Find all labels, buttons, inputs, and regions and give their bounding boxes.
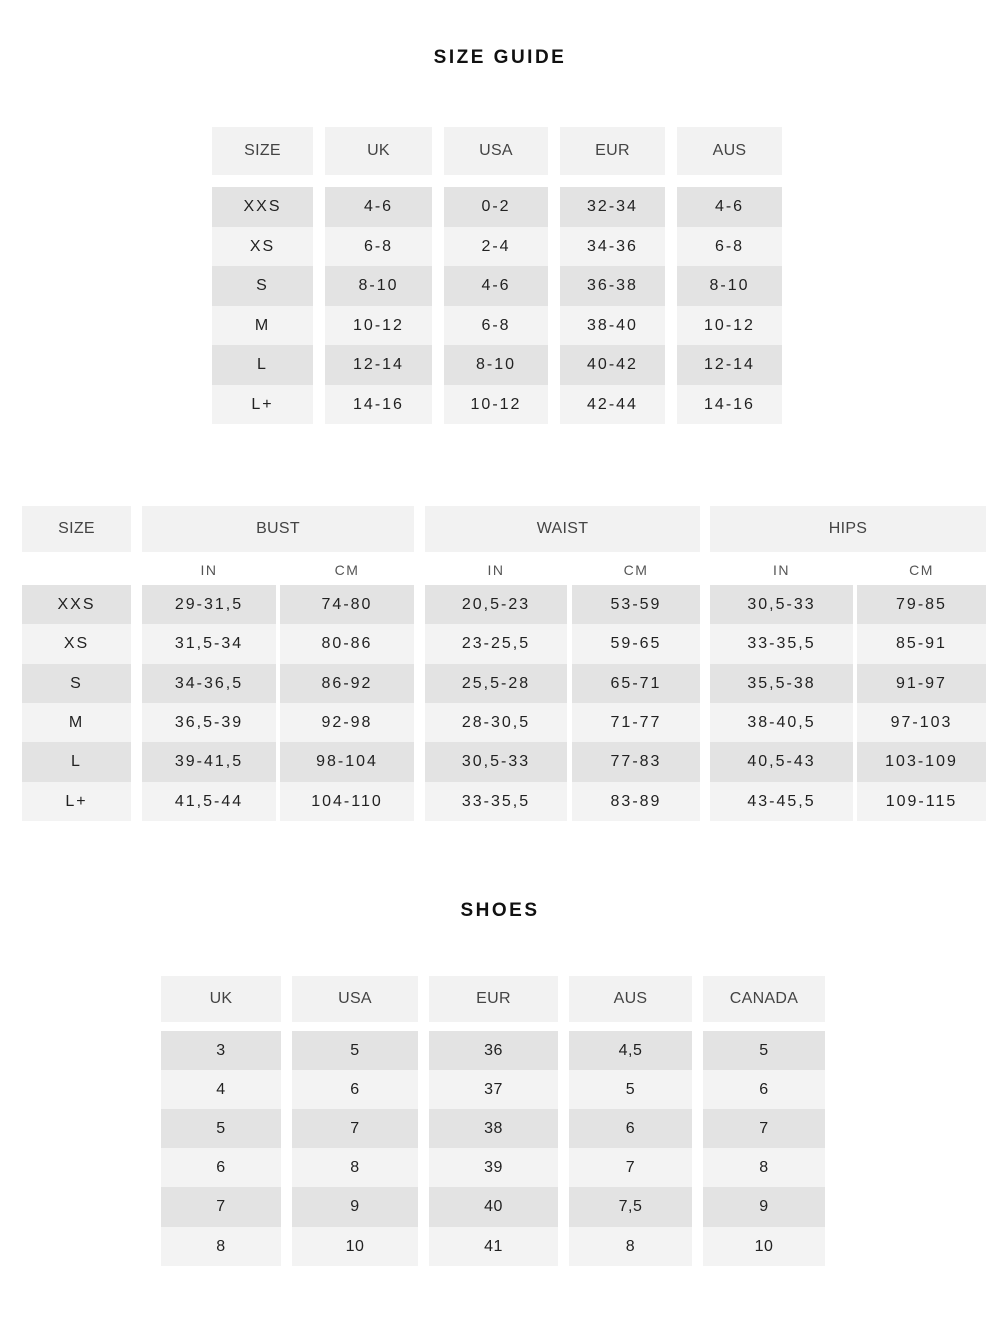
header-eur: EUR — [429, 976, 558, 1022]
measurement-cell: 31,5-34 — [142, 624, 276, 664]
size-cell: XXS — [212, 187, 313, 227]
size-cell: 0-2 — [444, 187, 548, 227]
measurement-cell: 80-86 — [280, 624, 414, 664]
shoe-cell: 7 — [703, 1109, 825, 1148]
measurement-cell: 38-40,5 — [710, 703, 853, 742]
subheader-unit: CM — [623, 562, 649, 578]
measurement-cell: 104-110 — [280, 782, 414, 821]
measurement-cell: XXS — [22, 585, 131, 624]
measurement-cell: 74-80 — [280, 585, 414, 624]
measurement-cell: 29-31,5 — [142, 585, 276, 624]
measurement-cell: L — [22, 742, 131, 782]
measurement-cell: 39-41,5 — [142, 742, 276, 782]
size-guide-title: SIZE GUIDE — [433, 47, 567, 68]
size-cell: 8-10 — [325, 266, 432, 306]
shoe-cell: 4 — [161, 1070, 281, 1109]
shoe-cell: 5 — [703, 1031, 825, 1070]
shoes-title: SHOES — [460, 900, 540, 921]
measurement-cell: 30,5-33 — [710, 585, 853, 624]
measurement-cell: 92-98 — [280, 703, 414, 742]
header-eur: EUR — [560, 127, 665, 175]
measurement-cell: 65-71 — [572, 664, 700, 703]
size-cell: 6-8 — [444, 306, 548, 345]
measurement-cell: 35,5-38 — [710, 664, 853, 703]
size-cell: XS — [212, 227, 313, 266]
measurement-cell: 23-25,5 — [425, 624, 567, 664]
size-cell: 12-14 — [677, 345, 782, 385]
size-cell: M — [212, 306, 313, 345]
shoe-cell: 3 — [161, 1031, 281, 1070]
subheader-unit: IN — [773, 562, 790, 578]
measurement-cell: 98-104 — [280, 742, 414, 782]
shoe-cell: 10 — [292, 1227, 418, 1266]
shoe-cell: 7,5 — [569, 1187, 692, 1227]
shoe-cell: 6 — [292, 1070, 418, 1109]
size-cell: 4-6 — [444, 266, 548, 306]
shoe-cell: 8 — [569, 1227, 692, 1266]
measurement-cell: 109-115 — [857, 782, 986, 821]
header-waist: WAIST — [425, 506, 700, 552]
measurement-cell: 25,5-28 — [425, 664, 567, 703]
header-hips: HIPS — [710, 506, 986, 552]
measurement-cell: 33-35,5 — [710, 624, 853, 664]
size-cell: 10-12 — [677, 306, 782, 345]
shoe-cell: 10 — [703, 1227, 825, 1266]
header-usa: USA — [292, 976, 418, 1022]
size-cell: 2-4 — [444, 227, 548, 266]
measurement-cell: 53-59 — [572, 585, 700, 624]
size-cell: 42-44 — [560, 385, 665, 424]
shoe-cell: 39 — [429, 1148, 558, 1187]
measurement-cell: S — [22, 664, 131, 703]
measurement-cell: 41,5-44 — [142, 782, 276, 821]
size-cell: L+ — [212, 385, 313, 424]
size-cell: 38-40 — [560, 306, 665, 345]
size-cell: 4-6 — [325, 187, 432, 227]
header-bust: BUST — [142, 506, 414, 552]
measurement-cell: 40,5-43 — [710, 742, 853, 782]
shoe-cell: 37 — [429, 1070, 558, 1109]
shoe-cell: 6 — [703, 1070, 825, 1109]
shoe-cell: 7 — [292, 1109, 418, 1148]
measurement-cell: 77-83 — [572, 742, 700, 782]
measurement-cell: 33-35,5 — [425, 782, 567, 821]
measurement-cell: L+ — [22, 782, 131, 821]
shoe-cell: 8 — [703, 1148, 825, 1187]
header-size: SIZE — [212, 127, 313, 175]
subheader-unit: CM — [909, 562, 934, 578]
size-cell: L — [212, 345, 313, 385]
header-uk: UK — [325, 127, 432, 175]
shoe-cell: 9 — [703, 1187, 825, 1227]
measurement-cell: 83-89 — [572, 782, 700, 821]
header-aus: AUS — [677, 127, 782, 175]
size-cell: 10-12 — [325, 306, 432, 345]
measurement-cell: 91-97 — [857, 664, 986, 703]
size-cell: S — [212, 266, 313, 306]
size-cell: 14-16 — [677, 385, 782, 424]
size-cell: 8-10 — [677, 266, 782, 306]
size-cell: 32-34 — [560, 187, 665, 227]
measurement-cell: 59-65 — [572, 624, 700, 664]
measurement-cell: XS — [22, 624, 131, 664]
measurement-cell: 43-45,5 — [710, 782, 853, 821]
subheader-unit: CM — [334, 562, 360, 578]
shoe-cell: 8 — [292, 1148, 418, 1187]
shoe-cell: 9 — [292, 1187, 418, 1227]
measurement-cell: 79-85 — [857, 585, 986, 624]
size-cell: 14-16 — [325, 385, 432, 424]
shoe-cell: 36 — [429, 1031, 558, 1070]
measurement-cell: 20,5-23 — [425, 585, 567, 624]
measurement-cell: 30,5-33 — [425, 742, 567, 782]
size-cell: 10-12 — [444, 385, 548, 424]
shoe-cell: 5 — [569, 1070, 692, 1109]
shoe-cell: 38 — [429, 1109, 558, 1148]
size-cell: 6-8 — [677, 227, 782, 266]
measurement-cell: 28-30,5 — [425, 703, 567, 742]
shoe-cell: 7 — [161, 1187, 281, 1227]
header-uk: UK — [161, 976, 281, 1022]
shoe-cell: 5 — [292, 1031, 418, 1070]
measurement-cell: 97-103 — [857, 703, 986, 742]
subheader-unit: IN — [200, 562, 218, 578]
measurement-cell: 85-91 — [857, 624, 986, 664]
header-usa: USA — [444, 127, 548, 175]
subheader-unit: IN — [487, 562, 505, 578]
shoe-cell: 6 — [161, 1148, 281, 1187]
size-cell: 8-10 — [444, 345, 548, 385]
size-cell: 4-6 — [677, 187, 782, 227]
measurement-cell: 86-92 — [280, 664, 414, 703]
shoe-cell: 40 — [429, 1187, 558, 1227]
header-canada: CANADA — [703, 976, 825, 1022]
measurement-cell: M — [22, 703, 131, 742]
measurement-cell: 34-36,5 — [142, 664, 276, 703]
header-size: SIZE — [22, 506, 131, 552]
measurement-cell: 103-109 — [857, 742, 986, 782]
shoe-cell: 7 — [569, 1148, 692, 1187]
size-cell: 6-8 — [325, 227, 432, 266]
shoe-cell: 4,5 — [569, 1031, 692, 1070]
header-aus: AUS — [569, 976, 692, 1022]
size-cell: 36-38 — [560, 266, 665, 306]
size-cell: 12-14 — [325, 345, 432, 385]
shoe-cell: 8 — [161, 1227, 281, 1266]
size-cell: 40-42 — [560, 345, 665, 385]
shoe-cell: 6 — [569, 1109, 692, 1148]
measurement-cell: 36,5-39 — [142, 703, 276, 742]
measurement-cell: 71-77 — [572, 703, 700, 742]
size-cell: 34-36 — [560, 227, 665, 266]
shoe-cell: 5 — [161, 1109, 281, 1148]
shoe-cell: 41 — [429, 1227, 558, 1266]
